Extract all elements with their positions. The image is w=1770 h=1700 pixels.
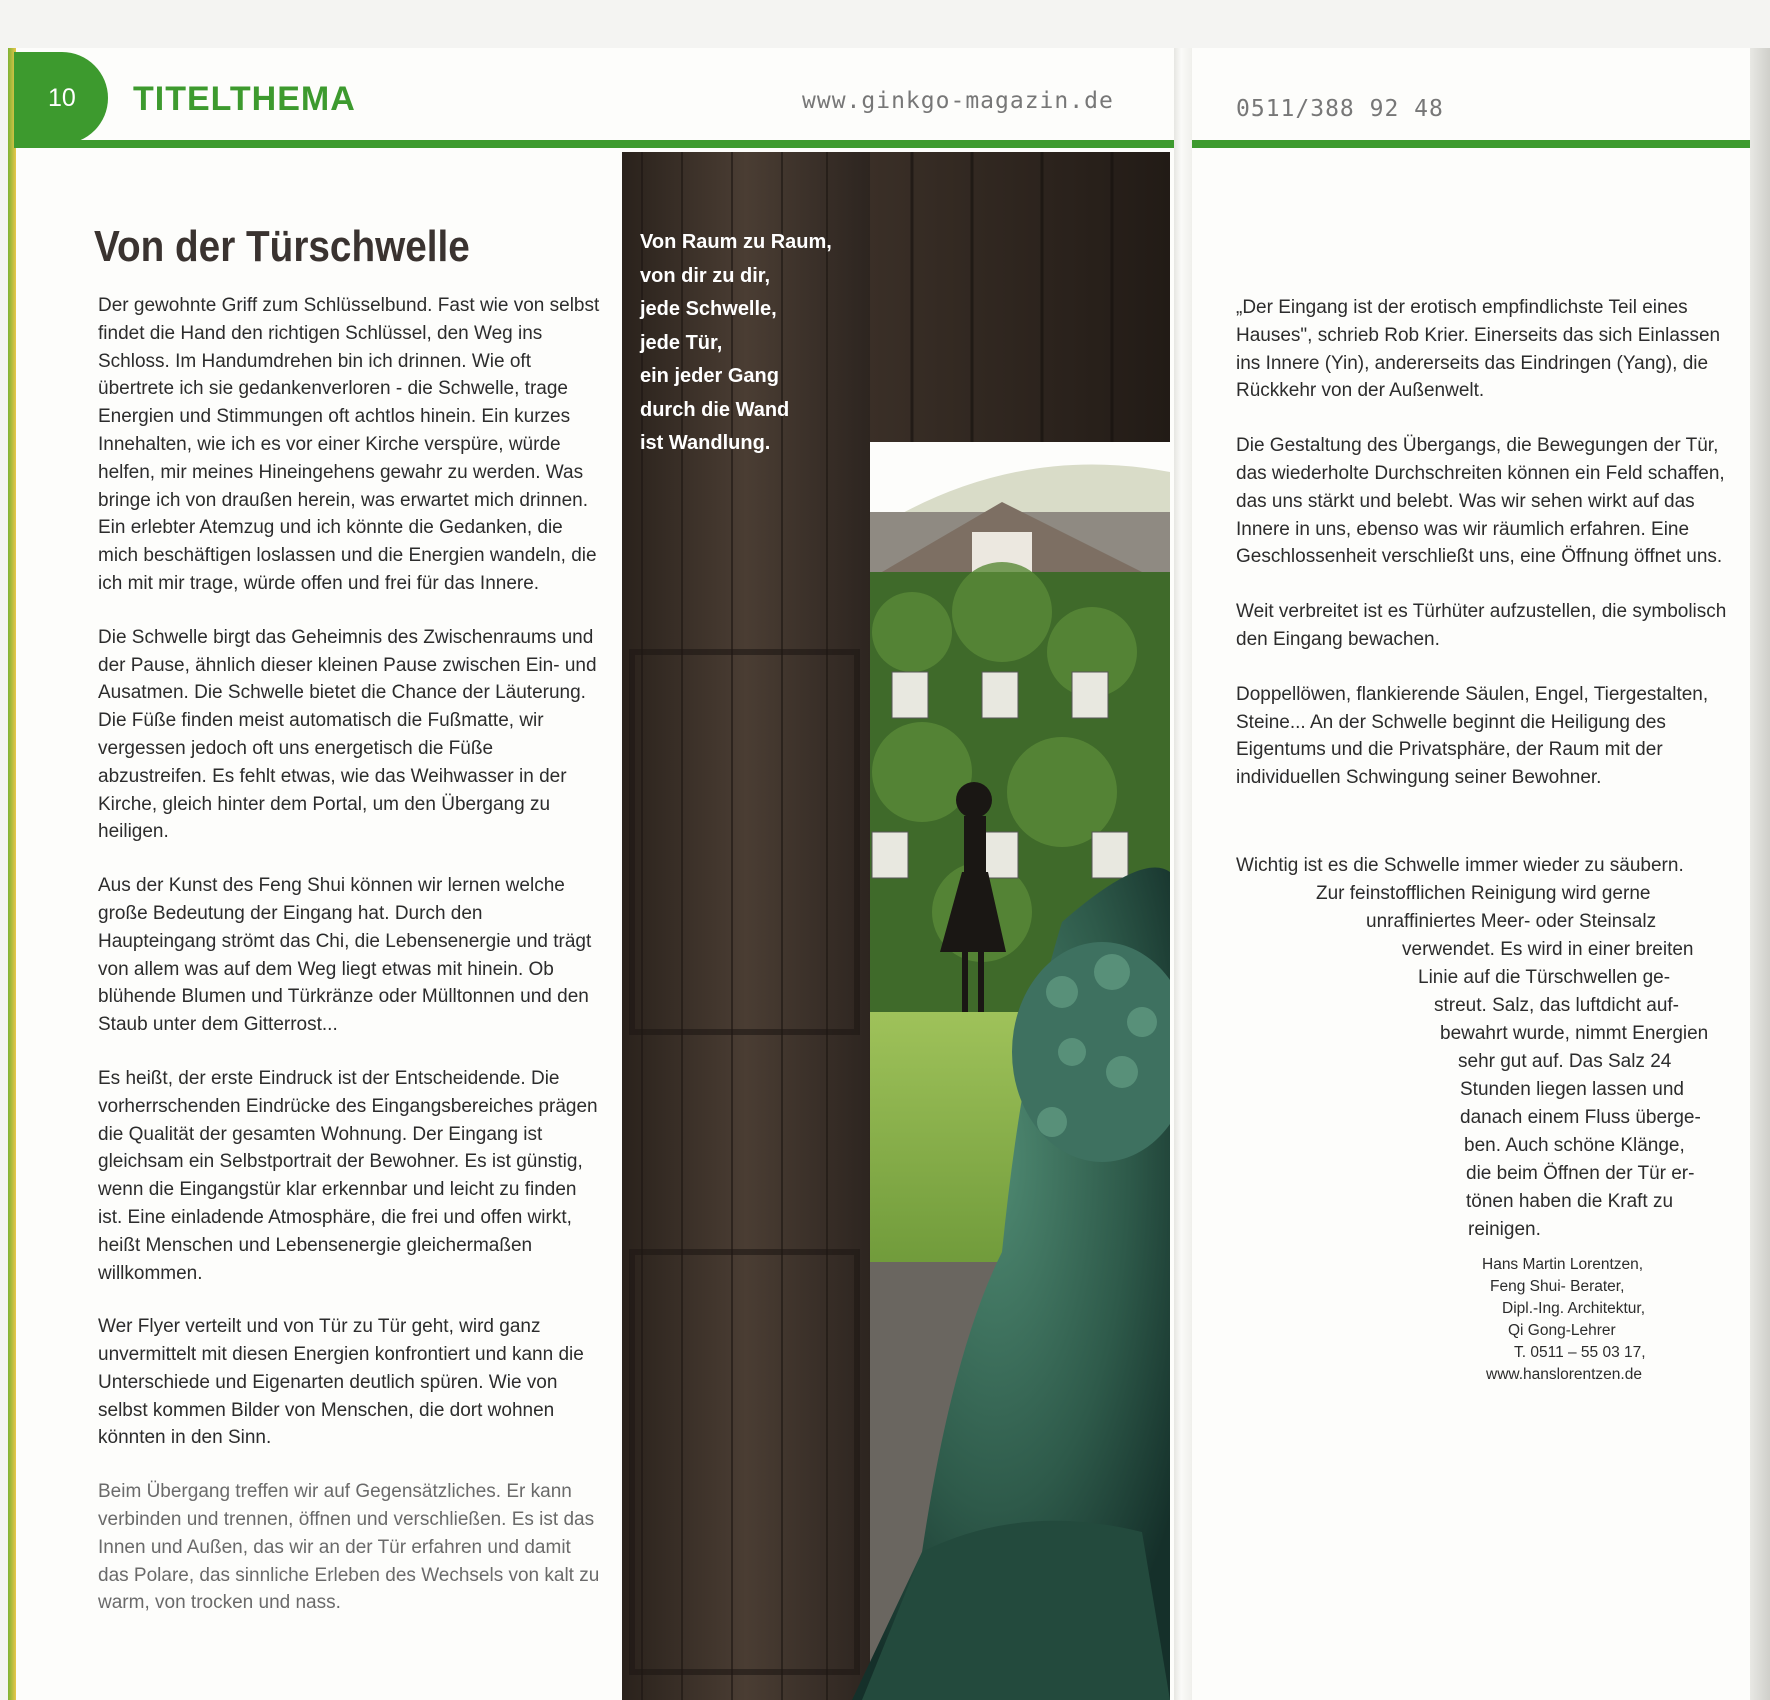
paragraph: Die Schwelle birgt das Geheimnis des Zwischenraums und der Pause, ähnlich dieser kleinen Pause zwischen Ein- und Ausatmen. Die Schwelle bietet die Chance der Läuterung. Die Füße finden meist automatisch die Fußmatte, wir vergessen jedoch oft uns energetisch die Füße abzustreifen. Es fehlt etwas, wie das Weihwasser in der Kirche, gleich hinter dem Portal, um den Übergang zu heiligen.: [98, 626, 597, 843]
magazine-url: www.ginkgo-magazin.de: [802, 88, 1114, 114]
text-line: bewahrt wurde, nimmt Energien: [1440, 1023, 1709, 1044]
author-degree: Dipl.-Ing. Architektur,: [1502, 1300, 1646, 1317]
text-line: verwendet. Es wird in einer breiten: [1402, 939, 1694, 960]
paragraph: Aus der Kunst des Feng Shui können wir lernen welche große Bedeutung der Eingang hat. Durch den Haupteingang strömt das Chi, die Lebensenergie und trägt von allem was auf dem Weg liegt etwas mit hinein. Ob blühende Blumen und Türkränze oder Mülltonnen und den Staub unter dem Gitterrost...: [98, 875, 592, 1036]
text-line: Linie auf die Türschwellen ge-: [1418, 967, 1671, 988]
poem-line: ein jeder Gang: [640, 365, 779, 387]
poem-line: durch die Wand: [640, 398, 790, 421]
paragraph: Es heißt, der erste Eindruck ist der Entscheidende. Die vorherrschenden Eindrücke des Eingangsbereiches prägen die Qualität der gesamten Wohnung. Der Eingang ist gleichsam ein Selbstportrait der Bewohner. Es ist günstig, wenn die Eingangstür klar erkennbar und leicht zu finden ist. Eine einladende Atmosphäre, die frei und offen wirkt, heißt Menschen und Lebensenergie gleichermaßen willkommen.: [98, 1067, 598, 1284]
poem: [640, 226, 860, 461]
left-text-column: [98, 292, 603, 1643]
poem-line: jede Schwelle,: [640, 298, 777, 320]
text-line: danach einem Fluss überge-: [1460, 1107, 1701, 1128]
paragraph: Wer Flyer verteilt und von Tür zu Tür geht, wird ganz unvermittelt mit diesen Energien konfrontiert und kann die Unterschiede und Eigenarten deutlich spüren. Wie von selbst kommen Bilder von Menschen, die dort wohnen könnten in den Sinn.: [98, 1316, 584, 1449]
text-line: tönen haben die Kraft zu: [1466, 1191, 1674, 1212]
text-line: unraffiniertes Meer- oder Steinsalz: [1366, 911, 1657, 932]
paragraph: „Der Eingang ist der erotisch empfindlichste Teil eines Hauses", schrieb Rob Krier. Einerseits das sich Einlassen ins Innere (Yin), andererseits das Eindringen (Yang), die Rückkehr von der Außenwelt.: [1236, 297, 1721, 402]
paragraph: Doppellöwen, flankierende Säulen, Engel, Tiergestalten, Steine... An der Schwelle beginnt die Heiligung des Eigentums und die Privatsphäre, der Raum mit der individuellen Schwingung seiner Bewohner.: [1236, 683, 1709, 789]
header-rule-left: [14, 140, 1176, 148]
poem-line: von dir zu dir,: [640, 264, 771, 287]
poem-line: Von Raum zu Raum,: [640, 231, 832, 253]
poem-line: jede Tür,: [640, 331, 723, 354]
page-number: 10: [14, 52, 108, 144]
author-phone: T. 0511 – 55 03 17,: [1514, 1344, 1646, 1361]
header-rule-right: [1180, 140, 1770, 148]
right-text-column: [1236, 294, 1736, 819]
author-role: Qi Gong-Lehrer: [1508, 1322, 1616, 1339]
text-line: Zur feinstofflichen Reinigung wird gerne: [1316, 883, 1651, 904]
paragraph: Der gewohnte Griff zum Schlüsselbund. Fast wie von selbst findet die Hand den richtigen Schlüssel, den Weg ins Schloss. Im Handumdrehen bin ich drinnen. Wie oft übertrete ich sie gedankenverloren - die Schwelle, trage Energien und Stimmungen oft achtlos hinein. Ein kurzes Innehalten, wie ich es vor einer Kirche verspüre, würde helfen, mir meines Hineingehens gewahr zu werden. Was bringe ich von draußen herein, was erwartet mich drinnen. Ein erlebter Atemzug und ich könnte die Gedanken, die mich beschäftigen loslassen und die Energien wandeln, die ich mit mir trage, würde offen und frei für das Innere.: [98, 295, 600, 594]
page-gutter: [1174, 48, 1192, 1700]
text-line: ben. Auch schöne Klänge,: [1464, 1135, 1685, 1156]
text-line: Wichtig ist es die Schwelle immer wieder zu säubern.: [1236, 855, 1684, 876]
text-line: die beim Öffnen der Tür er-: [1466, 1163, 1695, 1184]
section-title: TITELTHEMA: [133, 80, 356, 118]
paragraph: Die Gestaltung des Übergangs, die Bewegungen der Tür, das wiederholte Durchschreiten können ein Feld schaffen, das uns stärkt und belebt. Was wir sehen wirkt auf das Innere in uns, ebenso was wir räumlich erfahren. Eine Geschlossenheit verschließt uns, eine Öffnung öffnet uns.: [1236, 435, 1725, 568]
author-website: www.hanslorentzen.de: [1486, 1366, 1642, 1383]
author-title: Feng Shui- Berater,: [1490, 1278, 1625, 1295]
poem-line: ist Wandlung.: [640, 432, 771, 454]
page-edge-right: [1750, 48, 1770, 1700]
text-line: sehr gut auf. Das Salz 24: [1458, 1051, 1672, 1072]
paragraph: Beim Übergang treffen wir auf Gegensätzliches. Er kann verbinden und trennen, öffnen und verschließen. Es ist das Innen und Außen, das wir an der Tür erfahren und damit das Polare, das sinnliche Erleben des Wechsels von kalt zu warm, von trocken und nass.: [98, 1481, 600, 1614]
author-name: Hans Martin Lorentzen,: [1482, 1256, 1644, 1273]
text-line: Stunden liegen lassen und: [1460, 1079, 1684, 1100]
text-line: streut. Salz, das luftdicht auf-: [1434, 995, 1680, 1016]
article-title: Von der Türschwelle: [94, 222, 470, 271]
text-line: reinigen.: [1468, 1219, 1541, 1240]
paragraph: Weit verbreitet ist es Türhüter aufzustellen, die symbolisch den Eingang bewachen.: [1236, 601, 1727, 650]
magazine-phone: 0511/388 92 48: [1236, 96, 1444, 122]
page-edge-left: [8, 48, 16, 1700]
